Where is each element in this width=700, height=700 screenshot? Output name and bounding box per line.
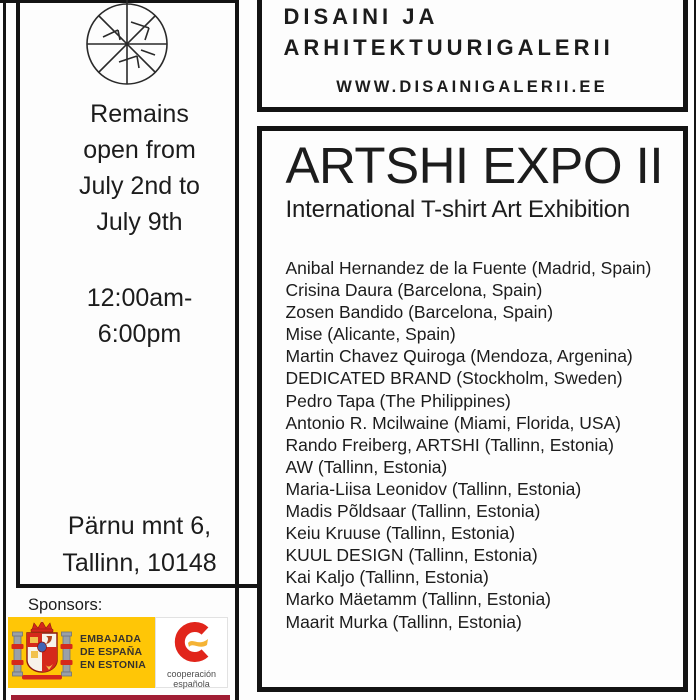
dates-line: July 9th	[96, 208, 183, 236]
embassy-caption-line: DE ESPAÑA	[80, 646, 143, 658]
artist-list-item: Mise (Alicante, Spain)	[285, 324, 456, 345]
sponsors-label: Sponsors:	[28, 596, 103, 614]
artist-list-item: KUUL DESIGN (Tallinn, Estonia)	[285, 545, 538, 566]
frame-left-line	[3, 0, 6, 700]
artist-list-item: Antonio R. Mcilwaine (Miami, Florida, USA)	[285, 412, 622, 433]
frame-right-line	[694, 0, 697, 700]
artist-list-item: Martin Chavez Quiroga (Mendoza, Argenina)	[285, 346, 633, 367]
bottom-sponsor-bar	[11, 695, 230, 700]
artist-list-item: AW (Tallinn, Estonia)	[285, 456, 448, 477]
event-dates	[20, 96, 260, 240]
exhibition-title: ARTSHI EXPO II	[285, 137, 663, 194]
artist-list-item: Madis Põldsaar (Tallinn, Estonia)	[285, 501, 541, 522]
gallery-name-line1: DISAINI JA	[283, 4, 439, 29]
address-line: Pärnu mnt 6,	[67, 512, 212, 540]
dates-line: July 2nd to	[79, 172, 200, 200]
sponsor-logos	[8, 617, 228, 688]
event-info-panel	[16, 0, 260, 588]
embassy-caption-line: EMBAJADA	[80, 633, 142, 645]
gallery-website-text: WWW.DISAINIGALERII.EE	[336, 78, 608, 96]
spain-coat-of-arms-icon	[8, 618, 76, 687]
embassy-caption	[80, 633, 146, 672]
cooperacion-espanola-icon	[172, 622, 212, 667]
venue-address	[20, 508, 260, 582]
exhibition-subtitle: International T-shirt Art Exhibition	[285, 196, 631, 223]
artist-list	[286, 257, 683, 633]
cooperacion-caption-line: cooperación	[166, 669, 217, 679]
gallery-name-line2: ARHITEKTUURIGALERII	[283, 35, 614, 60]
artist-list-item: Anibal Hernandez de la Fuente (Madrid, Spain)	[285, 258, 652, 278]
artist-list-item: Keiu Kruuse (Tallinn, Estonia)	[285, 523, 516, 544]
address-line: Tallinn, 10148	[62, 549, 217, 577]
dates-line: open from	[83, 136, 196, 164]
cooperacion-espanola-logo	[155, 617, 228, 688]
embassy-caption-line: EN ESTONIA	[80, 659, 146, 671]
artist-list-item: Zosen Bandido (Barcelona, Spain)	[285, 302, 554, 323]
gallery-header-panel	[257, 0, 688, 112]
artist-list-item: Pedro Tapa (The Philippines)	[285, 390, 511, 411]
hours-line: 12:00am-	[86, 284, 193, 312]
artist-list-item: Marko Mäetamm (Tallinn, Estonia)	[285, 589, 551, 610]
spain-embassy-logo	[8, 617, 155, 688]
exhibition-panel	[257, 126, 688, 692]
cooperacion-caption	[167, 669, 216, 689]
event-hours	[20, 280, 260, 352]
artist-list-item: Rando Freiberg, ARTSHI (Tallinn, Estonia)	[285, 434, 614, 455]
artist-list-item: Kai Kaljo (Tallinn, Estonia)	[285, 567, 489, 588]
artist-list-item: Crisina Daura (Barcelona, Spain)	[285, 280, 543, 301]
cooperacion-caption-line: española	[173, 679, 210, 689]
hours-line: 6:00pm	[97, 320, 182, 348]
artist-list-item: DEDICATED BRAND (Stockholm, Sweden)	[285, 368, 623, 389]
artist-list-item: Maarit Murka (Tallinn, Estonia)	[285, 611, 522, 632]
artist-list-item: Maria-Liisa Leonidov (Tallinn, Estonia)	[285, 478, 582, 499]
dates-line: Remains	[90, 100, 189, 128]
